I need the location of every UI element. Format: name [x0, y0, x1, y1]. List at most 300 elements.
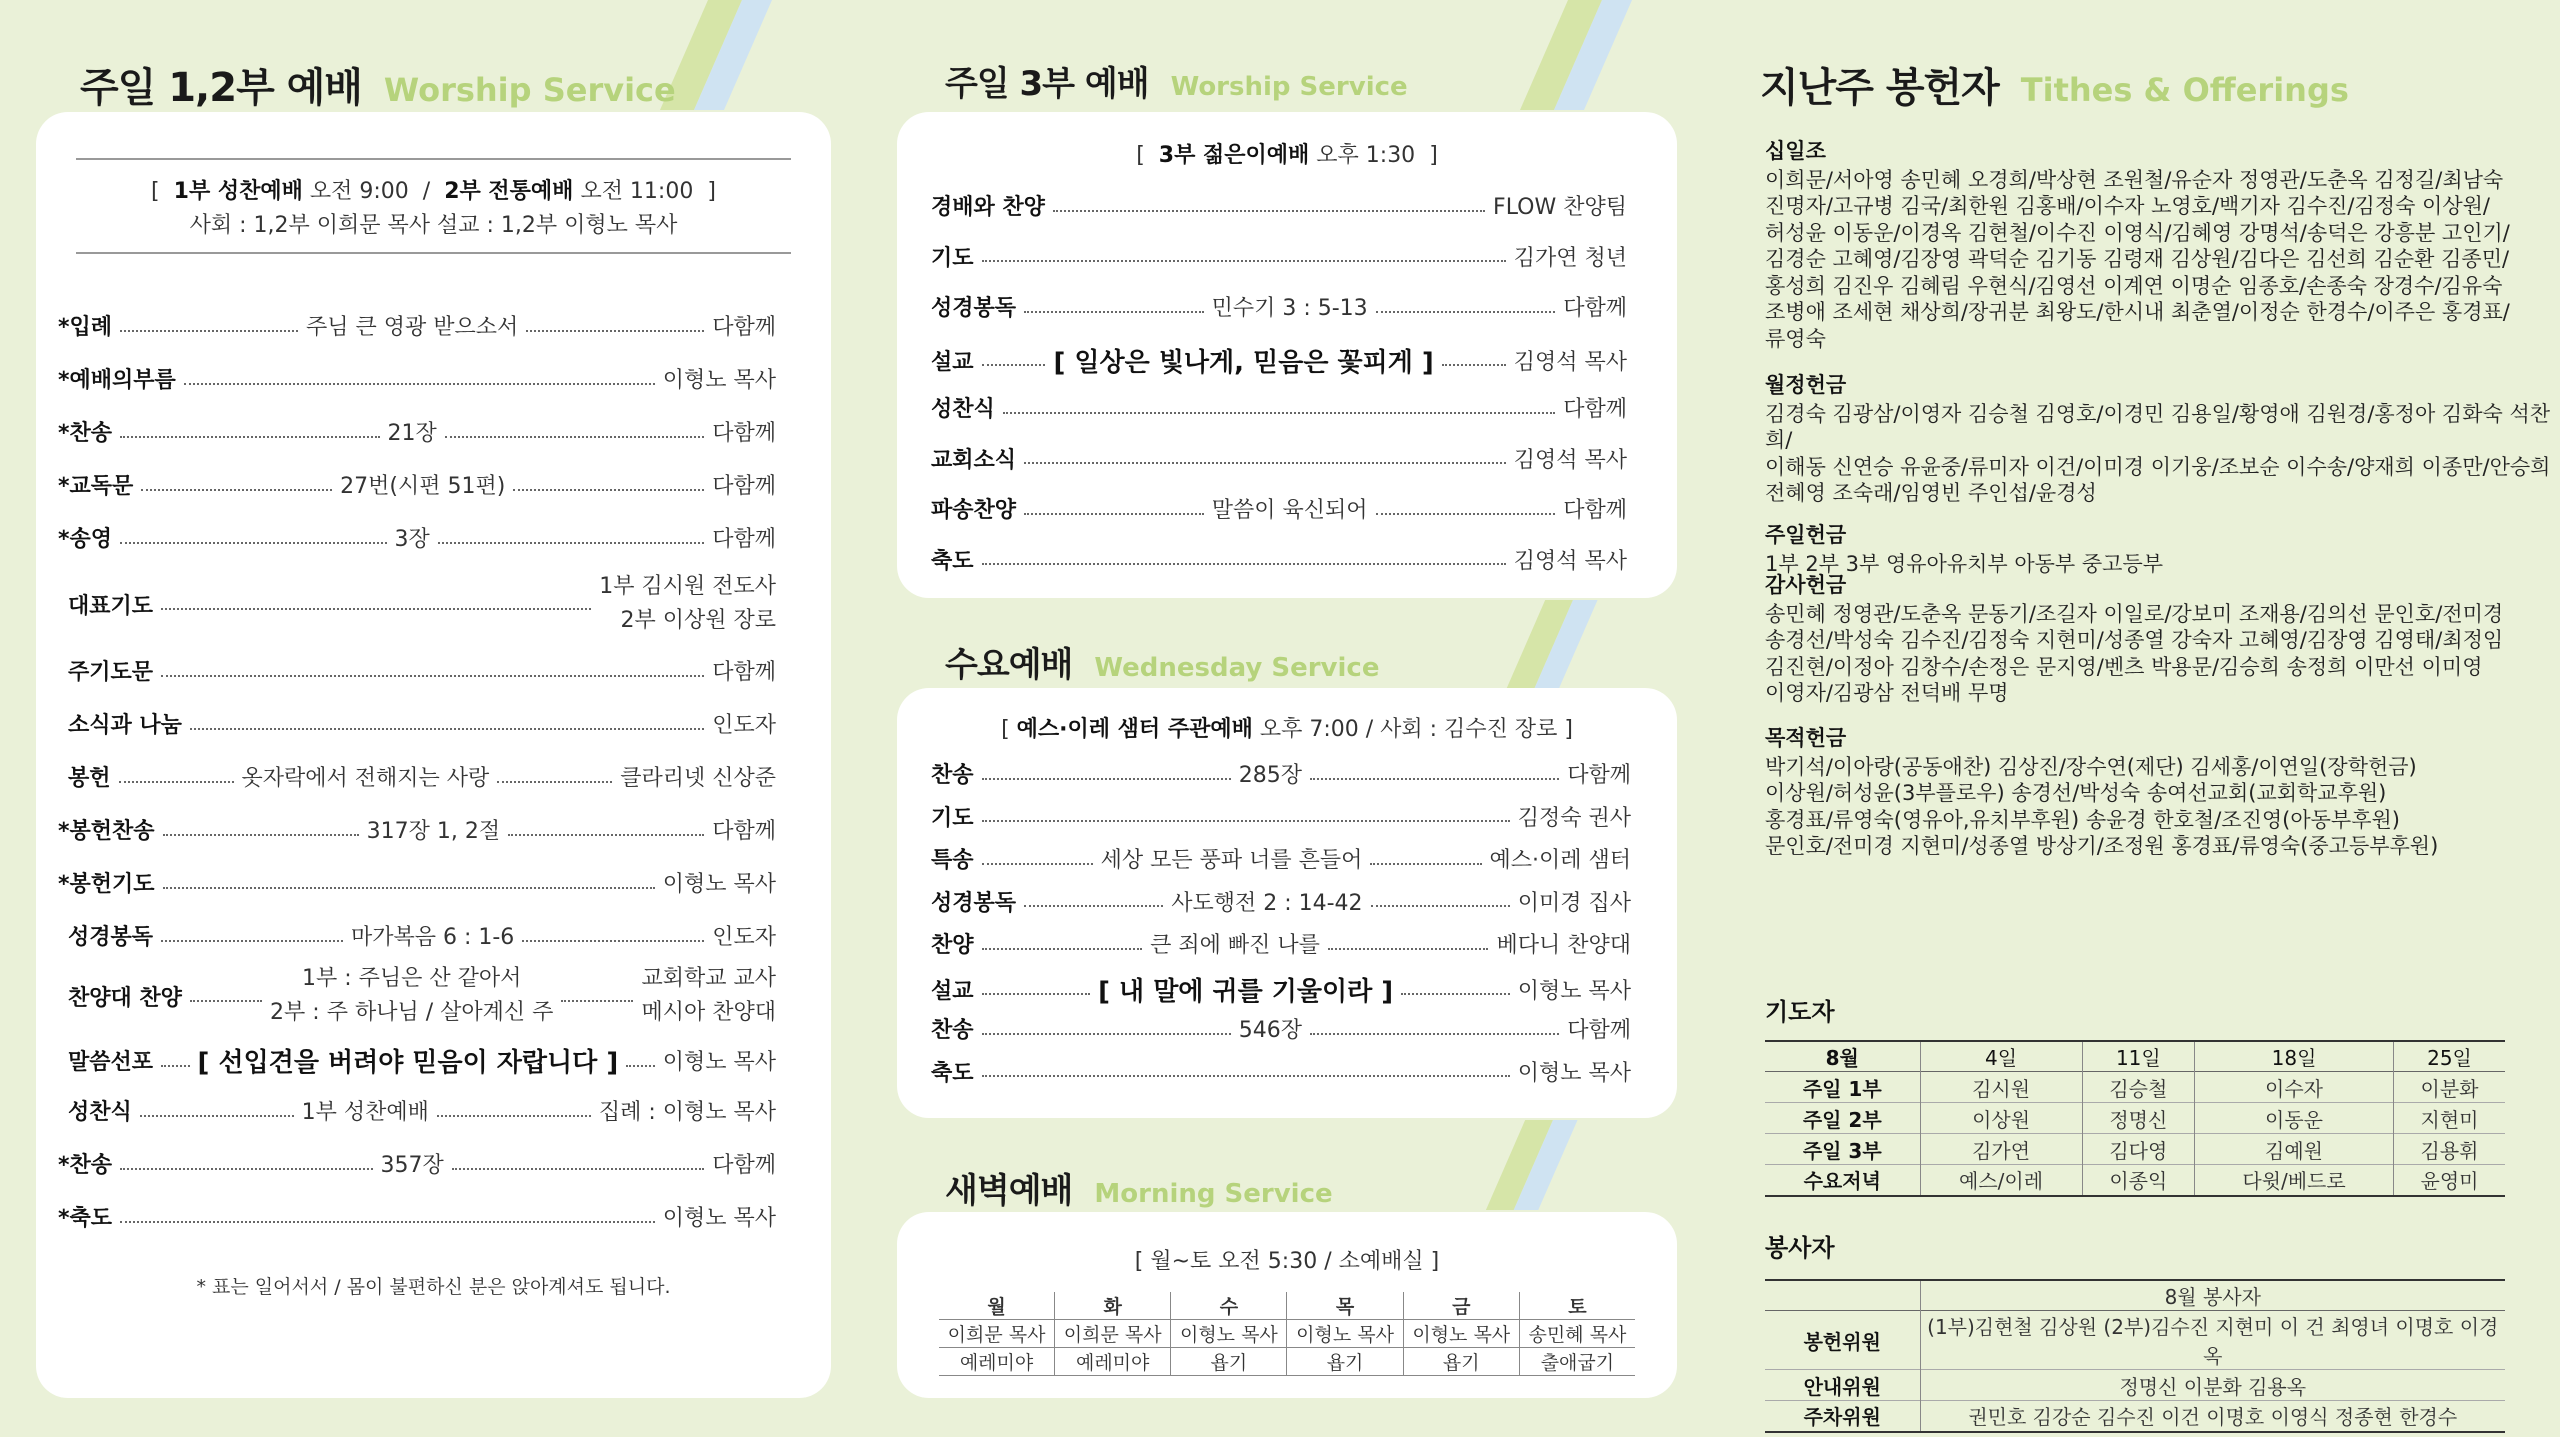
order-row — [931, 1013, 1631, 1044]
sunday12-title: 주일 1,2부 예배 — [80, 65, 362, 111]
order-row — [58, 469, 776, 500]
offering-names: 문인호/전미경 지현미/성종열 방상기/조정원 홍경표/류영숙(중고등부후원) — [1765, 834, 2439, 858]
order-row — [58, 363, 776, 394]
wednesday-heading — [945, 637, 1379, 686]
order-content: 민수기 3 : 5-13 — [1211, 296, 1368, 321]
order-row — [931, 758, 1631, 789]
order-leader: FLOW 찬양팀 — [1493, 195, 1627, 220]
prayer-header-cell: 11일 — [2082, 1041, 2194, 1072]
volunteer-names-cell: (1부)김현철 김상원 (2부)김수진 지현미 이 건 최영녀 이명호 이경옥 — [1927, 1315, 2499, 1368]
divider — [76, 158, 791, 160]
sermon-title: [ 선입견을 버려야 믿음이 자랍니다 ] — [197, 1048, 619, 1078]
order-content: 357장 — [380, 1153, 444, 1178]
volunteer-row — [1765, 1401, 2505, 1432]
offerings-title-en: Tithes & Offerings — [2020, 71, 2349, 109]
order-leader: 다함께 — [712, 1153, 776, 1178]
order-content: 세상 모든 풍파 너를 흔들어 — [1100, 848, 1363, 873]
stripe-decoration — [1495, 600, 1615, 690]
order-label: 찬송 — [931, 763, 974, 788]
prayer-name-cell: 이분화 — [2420, 1076, 2479, 1101]
morning-day-cell: 월 — [939, 1292, 1055, 1320]
offering-group-title: 목적헌금 — [1765, 726, 1847, 750]
morning-day-cell: 수 — [1171, 1292, 1287, 1320]
leader-dots — [163, 834, 359, 836]
leader-dots — [1376, 311, 1556, 313]
leader-dots — [526, 330, 704, 332]
order-leader: 김영석 목사 — [1513, 548, 1627, 574]
order-content: 317장 1, 2절 — [366, 819, 501, 844]
order-leader: 이미경 집사 — [1517, 890, 1632, 916]
sunday12-title-en: Worship Service — [383, 71, 676, 109]
prayer-row — [1765, 1134, 2505, 1165]
order-content-2: 2부 : 주 하나님 / 살아계신 주 — [270, 1000, 554, 1025]
order-label: *찬송 — [58, 1153, 113, 1178]
order-label: 설교 — [931, 349, 974, 375]
volunteer-names-cell: 정명신 이분화 김용옥 — [2119, 1374, 2307, 1399]
order-row — [931, 843, 1631, 874]
leader-dots — [508, 834, 704, 836]
leader-dots — [982, 993, 1091, 995]
prayer-row — [1765, 1165, 2505, 1196]
volunteer-names-cell: 권민호 김강순 김수진 이건 이명호 이영식 정종현 한경수 — [1968, 1405, 2458, 1430]
prayer-name-cell: 김다영 — [2082, 1134, 2194, 1165]
order-leader: 이형노 목사 — [662, 1206, 776, 1231]
prayer-name-cell: 이상원 — [1920, 1103, 2082, 1134]
volunteers-header: 8월 봉사자 — [2164, 1285, 2261, 1309]
leader-dots — [120, 436, 379, 438]
volunteer-row — [1765, 1311, 2505, 1370]
offering-names: 김경순 고혜영/김장영 곽덕순 김기동 김령재 김상원/김다은 김선희 김순환 김종민/ — [1765, 247, 2510, 271]
prayer-name-cell: 이종익 — [2082, 1165, 2194, 1196]
leader-dots — [1328, 948, 1489, 950]
order-label: 기도 — [931, 805, 974, 831]
order-row — [931, 342, 1627, 379]
offering-names: 류영숙 — [1765, 326, 1826, 351]
prayer-name-cell: 김용휘 — [2420, 1138, 2479, 1163]
order-row — [931, 392, 1627, 423]
morning-leader-cell: 이형노 목사 — [1403, 1320, 1519, 1348]
offering-names: 이해동 신연승 유윤중/류미자 이건/이미경 이기웅/조보순 이수송/양재희 이종만/안승희 — [1765, 454, 2551, 479]
leader-dots — [982, 948, 1143, 950]
order-content: 3장 — [394, 527, 430, 552]
volunteer-role-cell: 안내위원 — [1765, 1370, 1920, 1401]
prayer-name-cell: 예스/이레 — [1920, 1165, 2082, 1196]
order-leader: 다함께 — [1563, 296, 1628, 321]
offering-names: 이희문/서아영 송민혜 오경희/박상현 조원철/유순자 정영관/도춘옥 김정길/최남숙 — [1765, 167, 2504, 192]
order-label: 주기도문 — [68, 660, 154, 685]
order-leader: 다함께 — [712, 474, 776, 499]
leader-dots — [163, 887, 655, 889]
order-row — [58, 310, 776, 341]
order-content: 1부 성찬예배 — [301, 1100, 429, 1125]
volunteer-role-cell: 주차위원 — [1765, 1401, 1920, 1432]
leader-dots — [522, 940, 704, 942]
prayer-row — [1765, 1072, 2505, 1103]
leader-dots — [561, 1000, 633, 1002]
morning-leader-cell: 이희문 목사 — [939, 1320, 1055, 1348]
order-leader: 다함께 — [1567, 1018, 1631, 1043]
order-leader: 교회학교 교사 — [641, 966, 776, 991]
order-content: 285장 — [1238, 763, 1302, 788]
order-label: *찬송 — [58, 421, 113, 446]
prayer-header-cell: 25일 — [2427, 1046, 2472, 1070]
order-leader: 다함께 — [1563, 498, 1628, 523]
leader-dots — [982, 1033, 1231, 1035]
order-leader: 다함께 — [1567, 763, 1631, 788]
order-row — [58, 1148, 776, 1179]
order-row — [931, 291, 1627, 322]
order-leader: 이형노 목사 — [662, 872, 776, 897]
offering-names: 송민혜 정영관/도춘옥 문동기/조길자 이일로/강보미 조재용/김의선 문인호/전미경 — [1765, 601, 2504, 626]
leader-dots — [1024, 513, 1204, 515]
leader-dots — [982, 260, 1506, 262]
morning-leader-cell: 이희문 목사 — [1055, 1320, 1171, 1348]
offering-names: 송경선/박성숙 김수진/김정숙 지현미/성종열 강숙자 고혜영/김장영 김영태/최정임 — [1765, 628, 2504, 652]
morning-card — [897, 1212, 1677, 1398]
offerings-heading — [1760, 56, 2349, 113]
order-leader-2: 2부 이상원 장로 — [620, 608, 776, 633]
offering-names: 허성윤 이동운/이경옥 김현철/이수진 이영식/김혜영 강명석/송덕은 강흥분 고인기/ — [1765, 220, 2510, 245]
prayer-service-cell: 주일 3부 — [1765, 1134, 1920, 1165]
sunday12-host: 사회 : 1,2부 이희문 목사 설교 : 1,2부 이형노 목사 — [189, 213, 678, 238]
order-label: *축도 — [58, 1206, 113, 1231]
order-content: 1부 : 주님은 산 같아서 — [302, 966, 522, 991]
offering-names: 김경숙 김광삼/이영자 김승철 김영호/이경민 김용일/황영애 김원경/홍정아 김화숙 석찬희/ — [1765, 401, 2551, 452]
order-row — [931, 443, 1627, 474]
leader-dots — [452, 1168, 704, 1170]
order-content: 마가복음 6 : 1-6 — [350, 925, 515, 950]
order-row — [931, 190, 1627, 221]
stripe-decoration — [660, 0, 780, 110]
offering-group — [1765, 522, 2163, 577]
prayer-table — [1765, 1040, 2505, 1197]
order-label: 소식과 나눔 — [68, 713, 182, 738]
order-leader: 이형노 목사 — [662, 1050, 776, 1075]
wednesday-service-time: [ 예스·이레 샘터 주관예배 오후 7:00 / 사회 : 김수진 장로 ] — [1001, 717, 1573, 742]
order-label: *교독문 — [58, 474, 134, 499]
prayer-name-cell: 김승철 — [2082, 1072, 2194, 1103]
leader-dots — [120, 1168, 372, 1170]
order-label: *봉헌찬송 — [58, 819, 155, 844]
order-label: 축도 — [931, 1060, 974, 1086]
order-content: 21장 — [387, 421, 437, 446]
prayer-header-cell: 4일 — [1920, 1041, 2082, 1072]
order-label: *봉헌기도 — [58, 872, 155, 897]
leader-dots — [497, 781, 612, 783]
offering-names: 김진현/이정아 김창수/손정은 문지영/벤츠 박용문/김승희 송정희 이만선 이미영 — [1765, 654, 2483, 679]
sunday3-heading — [945, 56, 1408, 105]
leader-dots — [982, 820, 1510, 822]
leader-dots — [120, 542, 386, 544]
order-label: *예배의부름 — [58, 368, 176, 393]
offering-names: 박기석/이아랑(공동애찬) 김상진/장수연(제단) 김세홍/이연일(장학헌금) — [1765, 754, 2417, 779]
order-label: 성경봉독 — [68, 925, 154, 950]
prayer-service-cell: 주일 2부 — [1765, 1103, 1920, 1134]
order-leader: 다함께 — [1563, 397, 1627, 422]
offering-group — [1765, 138, 2510, 352]
order-leader: 다함께 — [712, 527, 776, 552]
order-row — [58, 655, 776, 686]
leader-dots — [982, 364, 1046, 366]
morning-schedule-table — [939, 1292, 1635, 1376]
order-label: 봉헌 — [68, 766, 111, 791]
offering-group-title: 감사헌금 — [1765, 573, 1847, 597]
morning-book-cell: 욥기 — [1171, 1348, 1287, 1376]
order-leader: 1부 김시원 전도사 — [599, 574, 776, 599]
morning-leader-cell: 이형노 목사 — [1287, 1320, 1403, 1348]
order-leader: 인도자 — [712, 713, 776, 738]
order-row — [58, 761, 776, 792]
offering-names: 전혜영 조숙래/임영빈 주인섭/윤경성 — [1765, 481, 2097, 505]
prayer-name-cell: 이수자 — [2195, 1072, 2394, 1103]
prayer-name-cell: 김예원 — [2195, 1134, 2394, 1165]
order-content: 546장 — [1238, 1018, 1302, 1043]
volunteers-table — [1765, 1279, 2505, 1433]
sunday3-service-time: [ 3부 젊은이예배 오후 1:30 ] — [1136, 143, 1438, 168]
divider — [76, 252, 791, 254]
offering-group — [1765, 372, 2560, 507]
leader-dots — [1024, 462, 1506, 464]
volunteers-title: 봉사자 — [1765, 1234, 1835, 1262]
leader-dots — [140, 1115, 294, 1117]
order-row — [931, 801, 1631, 832]
order-leader: 인도자 — [712, 925, 776, 950]
prayer-name-cell: 김가연 — [1920, 1134, 2082, 1165]
order-content: 사도행전 2 : 14-42 — [1171, 890, 1363, 916]
leader-dots — [190, 728, 704, 730]
order-row — [58, 708, 776, 739]
order-label: *송영 — [58, 527, 113, 552]
leader-dots — [513, 489, 704, 491]
wednesday-title-en: Wednesday Service — [1094, 653, 1380, 683]
morning-leader-cell: 송민혜 목사 — [1528, 1324, 1627, 1346]
order-label: 성찬식 — [931, 397, 995, 422]
order-label: 찬양 — [931, 933, 974, 958]
order-row — [931, 1056, 1631, 1087]
leader-dots — [982, 778, 1231, 780]
order-leader: 이형노 목사 — [662, 368, 776, 393]
offering-names: 조병애 조세현 채상희/장귀분 최왕도/한시내 최춘열/이정순 한경수/이주은 홍경표/ — [1765, 300, 2510, 324]
leader-dots — [161, 1065, 190, 1067]
prayer-header-cell: 18일 — [2195, 1041, 2394, 1072]
order-label: 성경봉독 — [931, 296, 1017, 321]
sunday12-service-times: [ 1부 성찬예배 오전 9:00 / 2부 전통예배 오전 11:00 ] — [151, 179, 716, 204]
order-leader: 예스·이레 샘터 — [1489, 848, 1632, 873]
order-leader: 집례 : 이형노 목사 — [598, 1100, 776, 1125]
prayer-row — [1765, 1103, 2505, 1134]
sunday12-heading — [80, 56, 676, 113]
sunday12-note: * 표는 일어서서 / 몸이 불편하신 분은 앉아계셔도 됩니다. — [196, 1276, 671, 1298]
order-row — [931, 928, 1631, 959]
order-label: 특송 — [931, 848, 974, 873]
order-label: 교회소식 — [931, 447, 1017, 473]
leader-dots — [1376, 513, 1556, 515]
leader-dots — [161, 675, 704, 677]
offering-names: 홍성희 김진우 김혜림 우현식/김영선 이계연 이명순 임종호/손종숙 장경수/김유숙 — [1765, 273, 2503, 298]
volunteer-row — [1765, 1370, 2505, 1401]
order-leader: 다함께 — [712, 819, 777, 844]
morning-book-cell: 욥기 — [1403, 1348, 1519, 1376]
order-row — [58, 867, 776, 898]
leader-dots — [438, 542, 704, 544]
leader-dots — [982, 563, 1506, 565]
order-leader: 김가연 청년 — [1513, 245, 1627, 271]
prayer-name-cell: 윤영미 — [2420, 1169, 2479, 1194]
order-leader: 이형노 목사 — [1517, 1060, 1631, 1086]
order-label: 말씀선포 — [68, 1050, 154, 1075]
order-label: 축도 — [931, 548, 974, 574]
prayer-name-cell: 이동운 — [2195, 1103, 2394, 1134]
wednesday-title: 수요예배 — [945, 645, 1073, 685]
prayer-name-cell: 정명신 — [2082, 1103, 2194, 1134]
order-row — [58, 1095, 776, 1126]
offering-group — [1765, 725, 2438, 860]
leader-dots — [1370, 863, 1481, 865]
leader-dots — [1310, 1033, 1559, 1035]
wednesday-card — [897, 688, 1677, 1118]
morning-book-cell: 출애굽기 — [1540, 1352, 1615, 1374]
order-row — [58, 1201, 776, 1232]
order-label: 파송찬양 — [931, 498, 1017, 523]
morning-title: 새벽예배 — [945, 1171, 1073, 1211]
leader-dots — [1442, 364, 1506, 366]
order-content: 옷자락에서 전해지는 사랑 — [241, 766, 490, 791]
order-label: 찬송 — [931, 1018, 974, 1043]
order-leader: 다함께 — [712, 660, 776, 685]
order-leader: 베다니 찬양대 — [1496, 933, 1631, 958]
offering-names: 홍경표/류영숙(영유아,유치부후원) 송윤경 한호철/조진영(아동부후원) — [1765, 807, 2400, 832]
prayer-title: 기도자 — [1765, 998, 1835, 1026]
morning-day-cell: 목 — [1287, 1292, 1403, 1320]
offering-group-title: 주일헌금 — [1765, 523, 1847, 547]
leader-dots — [1371, 905, 1510, 907]
order-label: *입례 — [58, 315, 113, 340]
leader-dots — [120, 330, 298, 332]
order-label: 경배와 찬양 — [931, 195, 1045, 220]
morning-leader-cell: 이형노 목사 — [1171, 1320, 1287, 1348]
order-leader: 다함께 — [712, 421, 776, 446]
sermon-title: [ 내 말에 귀를 기울이라 ] — [1098, 976, 1394, 1007]
volunteers-header-blank — [1765, 1280, 1920, 1311]
offering-group — [1765, 572, 2503, 707]
order-label: 찬양대 찬양 — [68, 985, 182, 1011]
order-leader: 다함께 — [712, 315, 776, 340]
prayer-service-cell: 수요저녁 — [1765, 1165, 1920, 1196]
sunday3-card — [897, 112, 1677, 598]
leader-dots — [120, 1221, 655, 1223]
order-leader-2: 메시아 찬양대 — [641, 1000, 776, 1025]
order-leader: 김영석 목사 — [1513, 447, 1627, 473]
leader-dots — [161, 608, 591, 610]
leader-dots — [141, 489, 332, 491]
sunday3-title-en: Worship Service — [1170, 72, 1408, 102]
sunday3-title: 주일 3부 예배 — [945, 64, 1149, 104]
morning-title-en: Morning Service — [1094, 1179, 1333, 1209]
offerings-title: 지난주 봉헌자 — [1760, 65, 1999, 111]
order-row — [931, 544, 1627, 575]
order-row — [931, 241, 1627, 272]
morning-day-cell: 토 — [1568, 1296, 1587, 1318]
order-row — [58, 522, 776, 553]
leader-dots — [119, 781, 234, 783]
offering-names: 이상원/허성윤(3부플로우) 송경선/박성숙 송여선교회(교회학교후원) — [1765, 781, 2387, 805]
offering-group-title: 월정헌금 — [1765, 373, 1847, 397]
order-label: 성경봉독 — [931, 890, 1017, 916]
order-content: 27번(시편 51편) — [340, 474, 506, 499]
leader-dots — [1024, 311, 1204, 313]
prayer-name-cell: 김시원 — [1920, 1072, 2082, 1103]
order-row — [58, 814, 776, 845]
order-row — [931, 886, 1631, 917]
morning-day-cell: 금 — [1403, 1292, 1519, 1320]
sermon-title: [ 일상은 빛나게, 믿음은 꽃피게 ] — [1053, 347, 1434, 378]
order-label: 기도 — [931, 245, 974, 271]
order-content: 주님 큰 영광 받으소서 — [306, 315, 519, 340]
order-row — [58, 416, 776, 447]
order-leader: 이형노 목사 — [1517, 978, 1632, 1004]
order-leader-multi — [599, 570, 776, 638]
leader-dots — [437, 1115, 591, 1117]
leader-dots — [1401, 993, 1510, 995]
morning-book-cell: 욥기 — [1287, 1348, 1403, 1376]
prayer-name-cell: 다윗/베드로 — [2195, 1165, 2394, 1196]
stripe-decoration — [1475, 1120, 1595, 1210]
morning-service-time: [ 월~토 오전 5:30 / 소예배실 ] — [1134, 1249, 1440, 1274]
prayer-name-cell: 지현미 — [2420, 1107, 2479, 1132]
prayer-service-cell: 주일 1부 — [1765, 1072, 1920, 1103]
order-leader: 클라리넷 신상준 — [620, 766, 777, 791]
leader-dots — [1003, 412, 1555, 414]
order-leader: 김영석 목사 — [1513, 349, 1628, 375]
leader-dots — [1053, 210, 1485, 212]
order-content: 말씀이 육신되어 — [1211, 498, 1368, 523]
volunteer-role-cell: 봉헌위원 — [1765, 1311, 1920, 1370]
morning-book-cell: 예레미야 — [1055, 1348, 1171, 1376]
offering-names: 진명자/고규병 김국/최한원 김홍배/이수자 노영호/백기자 김수진/김정숙 이상원/ — [1765, 194, 2490, 218]
offering-group-title: 십일조 — [1765, 139, 1826, 163]
leader-dots — [626, 1065, 655, 1067]
stripe-decoration — [1520, 0, 1640, 110]
morning-book-cell: 예레미야 — [939, 1348, 1055, 1376]
leader-dots — [445, 436, 704, 438]
order-row — [931, 493, 1627, 524]
order-row — [58, 574, 776, 634]
morning-day-cell: 화 — [1055, 1292, 1171, 1320]
morning-heading — [945, 1163, 1333, 1212]
order-row — [58, 920, 776, 951]
sunday12-card — [36, 112, 831, 1398]
order-row — [58, 966, 776, 1026]
leader-dots — [184, 383, 655, 385]
order-row — [58, 1042, 776, 1079]
order-leader-multi — [641, 962, 776, 1030]
leader-dots — [982, 863, 1093, 865]
leader-dots — [1310, 778, 1559, 780]
leader-dots — [190, 1000, 262, 1002]
order-label: 설교 — [931, 978, 974, 1004]
order-row — [931, 971, 1631, 1008]
leader-dots — [161, 940, 343, 942]
offering-names: 1부 2부 3부 영유아유치부 아동부 중고등부 — [1765, 551, 2164, 576]
order-label: 대표기도 — [68, 593, 154, 619]
order-leader: 김정숙 권사 — [1517, 805, 1631, 831]
order-label: 성찬식 — [68, 1100, 132, 1125]
order-content-multi — [270, 962, 553, 1030]
prayer-header-cell: 8월 — [1765, 1041, 1920, 1072]
leader-dots — [1024, 905, 1163, 907]
order-content: 큰 죄에 빠진 나를 — [1150, 933, 1320, 958]
offering-names: 이영자/김광삼 전덕배 무명 — [1765, 681, 2009, 705]
